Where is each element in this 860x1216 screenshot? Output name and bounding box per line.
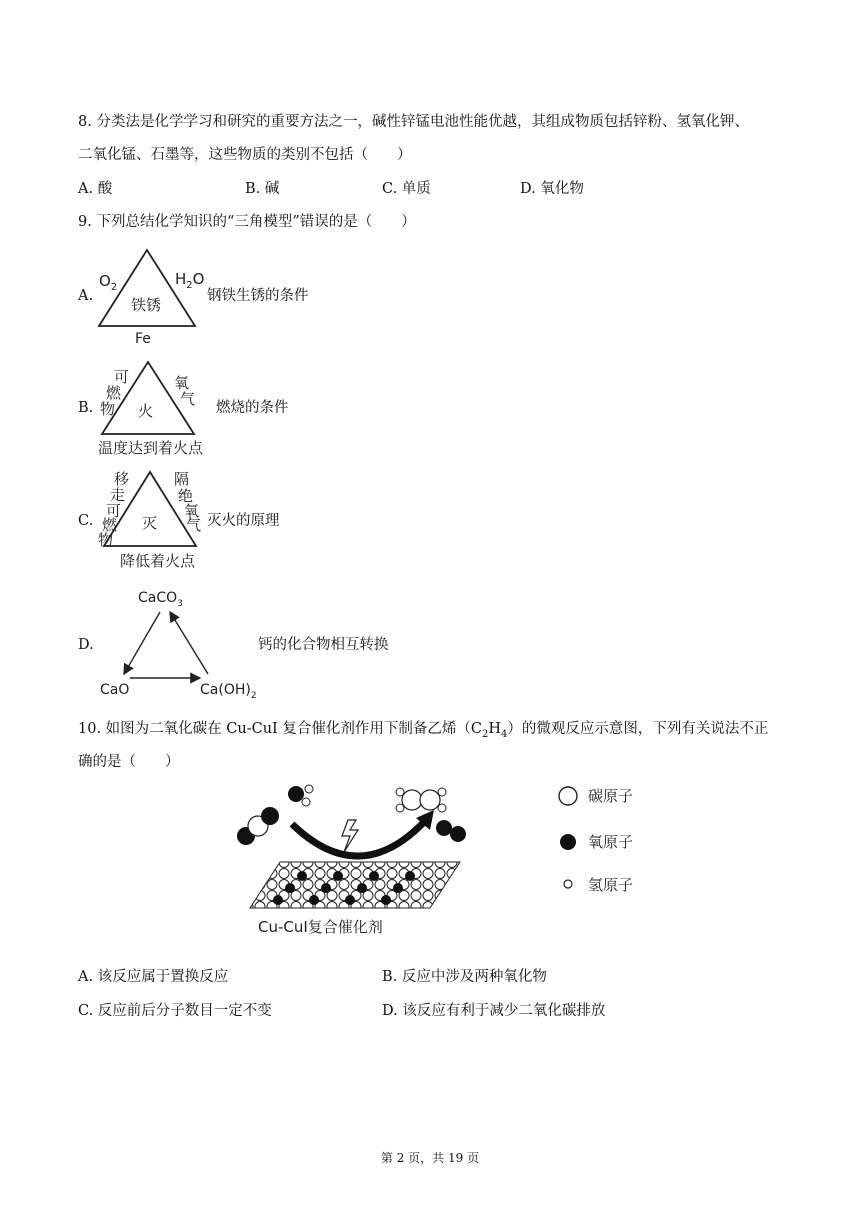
h2o-molecule	[288, 785, 313, 806]
extinguish-triangle-diagram	[94, 466, 219, 574]
diagram-b-right-char-2: 气	[180, 390, 196, 408]
diagram-d-top-label: CaCO$_3$	[138, 590, 183, 609]
q9-option-b-caption: 燃烧的条件	[216, 400, 289, 416]
legend-carbon-label: 碳原子	[588, 787, 634, 805]
diagram-c-right-char-1: 隔	[174, 470, 190, 488]
diagram-d-right-label: $Ca(OH)_2$	[200, 682, 257, 701]
diagram-c-right-char-3: 氧	[184, 502, 200, 520]
diagram-d-left-label: CaO	[100, 682, 130, 698]
oxygen-atom-icon	[560, 834, 576, 850]
page-footer: 第 2 页，共 19 页	[380, 1151, 480, 1165]
q8-option-c: C. 单质	[382, 181, 431, 197]
diagram-a-left-label: $O_2$	[99, 272, 118, 293]
q8-option-a: A. 酸	[78, 181, 113, 197]
diagram-c-left-char-5: 物	[98, 531, 114, 549]
q9-option-c-caption: 灭火的原理	[207, 513, 280, 529]
reaction-arrow	[292, 820, 426, 856]
diagram-b-left-char-2: 燃	[106, 384, 122, 402]
lightning-icon	[342, 820, 358, 852]
q9-option-d-letter: D.	[78, 637, 94, 653]
arrow-caoh2-to-caco3	[170, 612, 208, 674]
diagram-b-left-char-3: 物	[100, 400, 116, 418]
legend-hydrogen-label: 氢原子	[588, 876, 634, 894]
diagram-b-left-char-1: 可	[114, 368, 130, 386]
catalyst-label: Cu-CuI复合催化剂	[258, 918, 383, 936]
legend-oxygen-label: 氧原子	[588, 833, 634, 851]
legend	[559, 787, 633, 894]
q10-option-d: D. 该反应有利于减少二氧化碳排放	[382, 1003, 606, 1019]
q9-option-a-letter: A.	[78, 288, 94, 304]
diagram-b-center-label: 火	[138, 402, 154, 420]
reaction-figure	[230, 780, 650, 940]
q10-option-c: C. 反应前后分子数目一定不变	[78, 1003, 272, 1019]
q10-stem-line1: 10. 如图为二氧化碳在 Cu-CuI 复合催化剂作用下制备乙烯$(C_2H_4)$的微观反应示意图，下列有关说法不正	[78, 721, 769, 740]
q8-stem-line2: 二氧化锰、石墨等，这些物质的类别不包括（ ）	[78, 147, 412, 163]
diagram-c-right-char-2: 绝	[178, 487, 194, 505]
calcium-cycle-diagram	[96, 582, 266, 706]
co2-molecule-left	[237, 807, 279, 845]
o2-molecule	[436, 820, 466, 842]
q8-stem-line1: 8. 分类法是化学学习和研究的重要方法之一，碱性锌锰电池性能优越，其组成物质包括锌粉、氢氧化钾、	[78, 114, 749, 130]
diagram-c-left-char-3: 可	[106, 502, 122, 520]
q9-option-c-letter: C.	[78, 513, 94, 529]
diagram-c-center-label: 灭	[142, 514, 158, 532]
diagram-c-left-char-2: 走	[110, 486, 126, 504]
diagram-c-left-char-1: 移	[114, 470, 130, 488]
q10-option-b: B. 反应中涉及两种氧化物	[382, 969, 547, 985]
hydrogen-atom-icon	[564, 880, 572, 888]
diagram-b-bottom-label: 温度达到着火点	[98, 439, 204, 457]
diagram-c-left-char-4: 燃	[102, 516, 118, 534]
diagram-a-right-label: $H_2O$	[175, 270, 205, 291]
q10-stem-line2: 确的是（ ）	[78, 754, 180, 770]
q8-option-d: D. 氧化物	[520, 181, 584, 197]
combustion-triangle-diagram	[94, 356, 219, 460]
arrow-caco3-to-cao	[124, 612, 160, 674]
q9-option-d-caption: 钙的化合物相互转换	[258, 637, 389, 653]
carbon-atom-icon	[559, 787, 577, 805]
diagram-c-right-char-4: 气	[186, 516, 202, 534]
diagram-a-bottom-label: Fe	[135, 331, 151, 347]
q9-stem: 9. 下列总结化学知识的“三角模型”错误的是（ ）	[78, 214, 416, 230]
ethylene-molecule	[396, 788, 446, 812]
q9-option-a-caption: 钢铁生锈的条件	[207, 288, 309, 304]
q9-option-b-letter: B.	[78, 400, 94, 416]
q10-option-a: A. 该反应属于置换反应	[78, 969, 229, 985]
rust-triangle-diagram	[95, 244, 205, 348]
diagram-a-center-label: 铁锈	[131, 296, 162, 314]
q8-option-b: B. 碱	[245, 181, 280, 197]
diagram-c-bottom-label: 降低着火点	[120, 552, 196, 570]
diagram-b-right-char-1: 氧	[174, 374, 190, 392]
